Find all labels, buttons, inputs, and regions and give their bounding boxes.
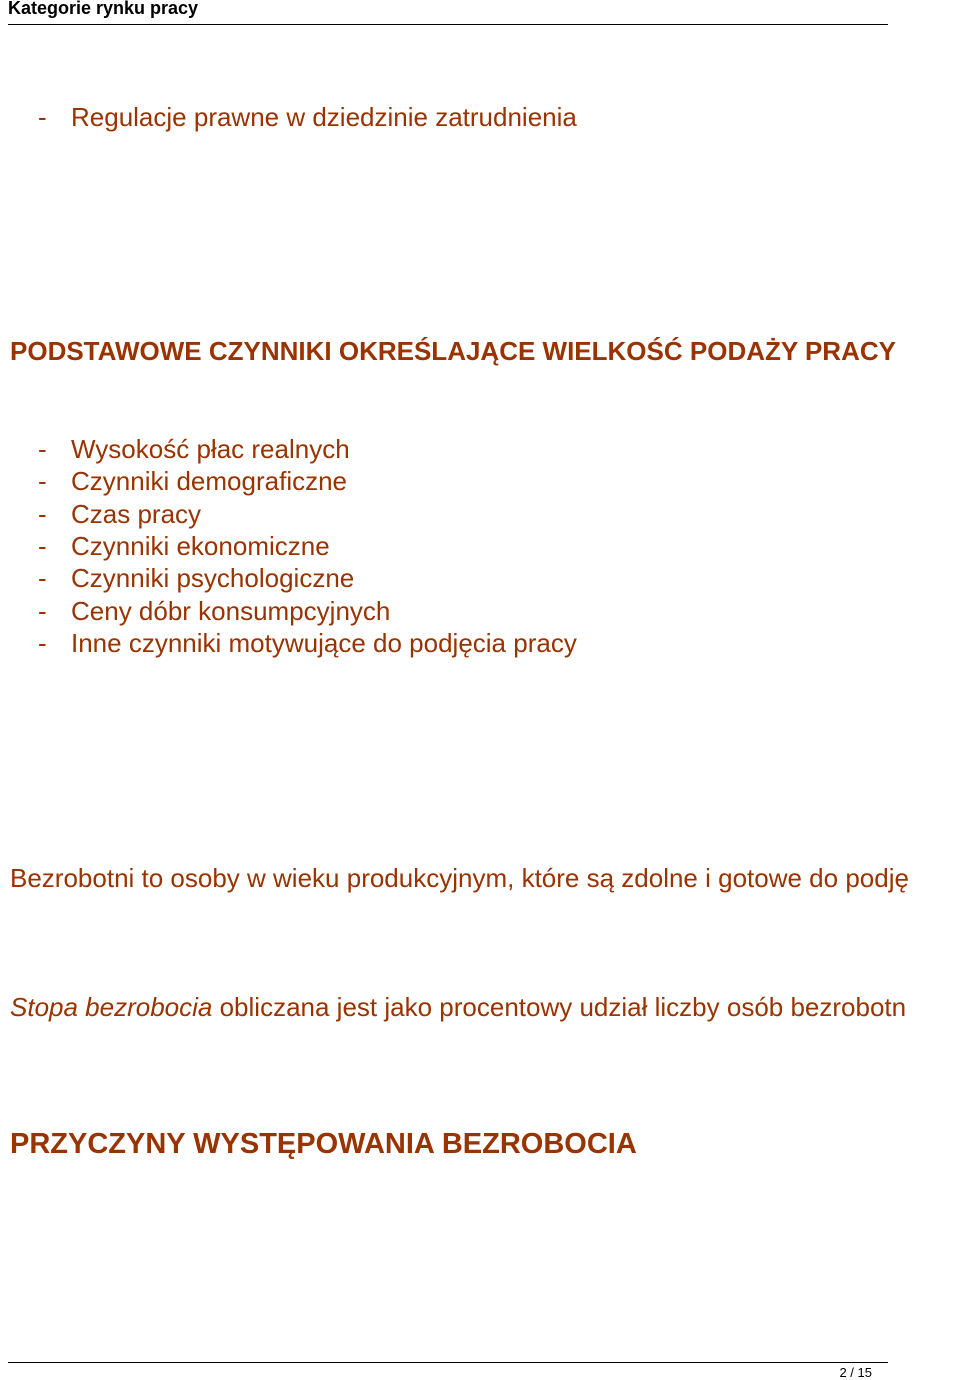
list-dash: - — [38, 499, 47, 529]
paragraph-unemployed-definition: Bezrobotni to osoby w wieku produkcyjnym, które są zdolne i gotowe do podję — [10, 863, 909, 893]
list-item-text: Ceny dóbr konsumpcyjnych — [71, 596, 391, 626]
list-item — [8, 596, 390, 626]
list-dash: - — [38, 466, 47, 496]
section-heading-labour-supply: PODSTAWOWE CZYNNIKI OKREŚLAJĄCE WIELKOŚĆ PODAŻY PRACY — [10, 336, 896, 366]
list-item-text: Inne czynniki motywujące do podjęcia pracy — [71, 628, 577, 658]
list-item-text: Wysokość płac realnych — [71, 434, 350, 464]
document-title: Kategorie rynku pracy — [8, 0, 199, 18]
list-dash: - — [38, 596, 47, 626]
list-dash: - — [38, 563, 47, 593]
list-item-text: Regulacje prawne w dziedzinie zatrudnienia — [71, 102, 577, 132]
page-number: 2 / 15 — [839, 1365, 872, 1380]
list-item — [8, 563, 354, 593]
list-item — [8, 466, 347, 496]
list-item-text: Czynniki demograficzne — [71, 466, 348, 496]
section-heading-unemployment-causes: PRZYCZYNY WYSTĘPOWANIA BEZROBOCIA — [10, 1128, 637, 1160]
list-dash: - — [38, 434, 47, 464]
list-item — [8, 628, 577, 658]
list-item — [8, 531, 330, 561]
list-item — [8, 434, 350, 464]
paragraph-unemployment-rate — [10, 992, 960, 1022]
list-item — [8, 499, 201, 529]
term-unemployment-rate: Stopa bezrobocia — [10, 992, 213, 1022]
list-item-text: Czynniki psychologiczne — [71, 563, 355, 593]
list-dash: - — [38, 628, 47, 658]
list-dash: - — [38, 102, 47, 132]
paragraph-text: obliczana jest jako procentowy udział liczby osób bezrobotn — [212, 992, 907, 1022]
list-item — [8, 102, 577, 132]
list-dash: - — [38, 531, 47, 561]
list-item-text: Czas pracy — [71, 499, 202, 529]
page-footer — [8, 1362, 888, 1380]
page-header — [8, 0, 888, 25]
list-item-text: Czynniki ekonomiczne — [71, 531, 330, 561]
